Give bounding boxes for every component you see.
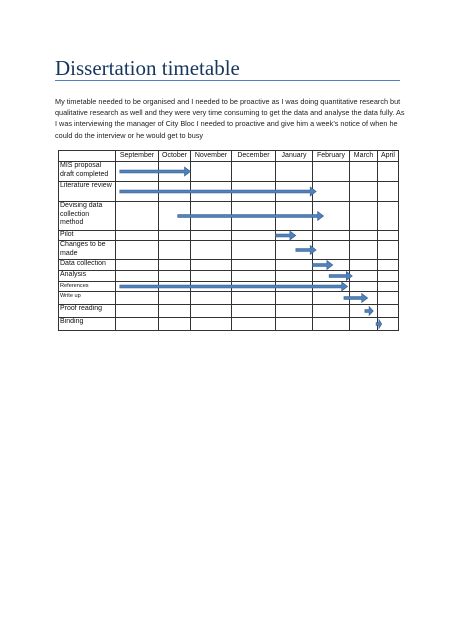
timetable-cell xyxy=(116,202,159,231)
timetable-cell xyxy=(378,241,399,260)
timetable-cell xyxy=(313,271,350,282)
timetable-cell xyxy=(350,318,378,331)
month-header-row xyxy=(59,151,399,162)
timetable-cell xyxy=(116,162,159,182)
timetable-cell xyxy=(191,260,232,271)
task-row xyxy=(59,305,399,318)
timetable-cell xyxy=(191,202,232,231)
timetable-cell xyxy=(350,282,378,292)
timetable-cell xyxy=(232,318,276,331)
timetable-cell xyxy=(232,292,276,305)
timetable-cell xyxy=(116,305,159,318)
timetable-cell xyxy=(276,241,313,260)
task-row xyxy=(59,318,399,331)
timetable-cell xyxy=(313,231,350,241)
timetable-grid xyxy=(58,150,399,331)
task-label: Write up xyxy=(59,292,116,305)
task-label: Changes to be made xyxy=(59,241,116,260)
timetable-cell xyxy=(350,271,378,282)
timetable-cell xyxy=(159,241,191,260)
timetable-cell xyxy=(378,202,399,231)
task-row xyxy=(59,241,399,260)
task-row xyxy=(59,282,399,292)
timetable-cell xyxy=(313,318,350,331)
timetable-cell xyxy=(159,282,191,292)
timetable-cell xyxy=(276,282,313,292)
timetable-cell xyxy=(378,282,399,292)
month-header-december: December xyxy=(232,151,276,162)
timetable-cell xyxy=(191,241,232,260)
timetable-cell xyxy=(159,162,191,182)
timetable-cell xyxy=(313,282,350,292)
month-header-march: March xyxy=(350,151,378,162)
timetable-cell xyxy=(313,182,350,202)
timetable-cell xyxy=(116,260,159,271)
timetable-cell xyxy=(159,305,191,318)
timetable-cell xyxy=(378,271,399,282)
timetable-cell xyxy=(191,318,232,331)
timetable-cell xyxy=(350,260,378,271)
timetable-cell xyxy=(191,182,232,202)
timetable-cell xyxy=(159,271,191,282)
task-label: Analysis xyxy=(59,271,116,282)
task-row xyxy=(59,182,399,202)
timetable-cell xyxy=(159,231,191,241)
timetable-cell xyxy=(159,202,191,231)
timetable-cell xyxy=(378,318,399,331)
document-title: Dissertation timetable xyxy=(55,56,240,80)
dissertation-gantt-chart xyxy=(58,150,399,331)
task-label: Binding xyxy=(59,318,116,331)
timetable-cell xyxy=(276,260,313,271)
timetable-cell xyxy=(159,182,191,202)
timetable-cell xyxy=(159,292,191,305)
timetable-cell xyxy=(350,241,378,260)
timetable-cell xyxy=(313,241,350,260)
timetable-cell xyxy=(276,292,313,305)
timetable-cell xyxy=(159,318,191,331)
timetable-cell xyxy=(350,305,378,318)
task-label: Devising data collection method xyxy=(59,202,116,231)
timetable-cell xyxy=(378,162,399,182)
timetable-cell xyxy=(232,241,276,260)
timetable-cell xyxy=(232,260,276,271)
timetable-cell xyxy=(159,260,191,271)
task-row xyxy=(59,231,399,241)
timetable-cell xyxy=(276,231,313,241)
timetable-cell xyxy=(378,260,399,271)
timetable-cell xyxy=(378,292,399,305)
task-label: MIS proposal draft completed xyxy=(59,162,116,182)
timetable-cell xyxy=(313,292,350,305)
timetable-cell xyxy=(276,271,313,282)
timetable-cell xyxy=(116,241,159,260)
timetable-cell xyxy=(116,292,159,305)
timetable-cell xyxy=(313,202,350,231)
month-header-november: November xyxy=(191,151,232,162)
timetable-cell xyxy=(378,231,399,241)
task-label: Pilot xyxy=(59,231,116,241)
timetable-cell xyxy=(350,202,378,231)
timetable-cell xyxy=(232,202,276,231)
timetable-cell xyxy=(116,282,159,292)
timetable-cell xyxy=(350,231,378,241)
task-row xyxy=(59,162,399,182)
timetable-cell xyxy=(276,202,313,231)
timetable-cell xyxy=(276,162,313,182)
timetable-cell xyxy=(232,282,276,292)
timetable-cell xyxy=(232,162,276,182)
timetable-cell xyxy=(232,231,276,241)
timetable-cell xyxy=(191,282,232,292)
task-label: Literature review xyxy=(59,182,116,202)
task-row xyxy=(59,260,399,271)
timetable-cell xyxy=(191,305,232,318)
task-row xyxy=(59,202,399,231)
month-header-october: October xyxy=(159,151,191,162)
timetable-cell xyxy=(116,318,159,331)
task-label: References xyxy=(59,282,116,292)
timetable-cell xyxy=(191,162,232,182)
task-row xyxy=(59,292,399,305)
timetable-cell xyxy=(191,292,232,305)
timetable-cell xyxy=(232,182,276,202)
task-label: Proof reading xyxy=(59,305,116,318)
timetable-cell xyxy=(350,292,378,305)
timetable-cell xyxy=(378,305,399,318)
timetable-cell xyxy=(116,182,159,202)
timetable-cell xyxy=(378,182,399,202)
timetable-cell xyxy=(191,231,232,241)
timetable-cell xyxy=(276,318,313,331)
timetable-cell xyxy=(313,305,350,318)
month-header-april: April xyxy=(378,151,399,162)
timetable-cell xyxy=(350,182,378,202)
timetable-cell xyxy=(232,271,276,282)
timetable-cell xyxy=(191,271,232,282)
timetable-cell xyxy=(232,305,276,318)
month-header-september: September xyxy=(116,151,159,162)
month-header-january: January xyxy=(276,151,313,162)
timetable-cell xyxy=(313,162,350,182)
month-header-february: February xyxy=(313,151,350,162)
task-row xyxy=(59,271,399,282)
timetable-cell xyxy=(350,162,378,182)
task-label: Data collection xyxy=(59,260,116,271)
title-underline xyxy=(55,80,400,81)
corner-cell xyxy=(59,151,116,162)
timetable-cell xyxy=(313,260,350,271)
document-paragraph: My timetable needed to be organised and I needed to be proactive as I was doing quantitative research but qualitative research as well and they were very time consuming to get the data and analyse the data fully. As I was interviewing the manager of City Bloc I needed to proactive and give him a week’s notice of when he could do the interview or he would get to busy xyxy=(55,97,405,140)
timetable-cell xyxy=(116,271,159,282)
timetable-cell xyxy=(276,305,313,318)
timetable-cell xyxy=(116,231,159,241)
timetable-cell xyxy=(276,182,313,202)
